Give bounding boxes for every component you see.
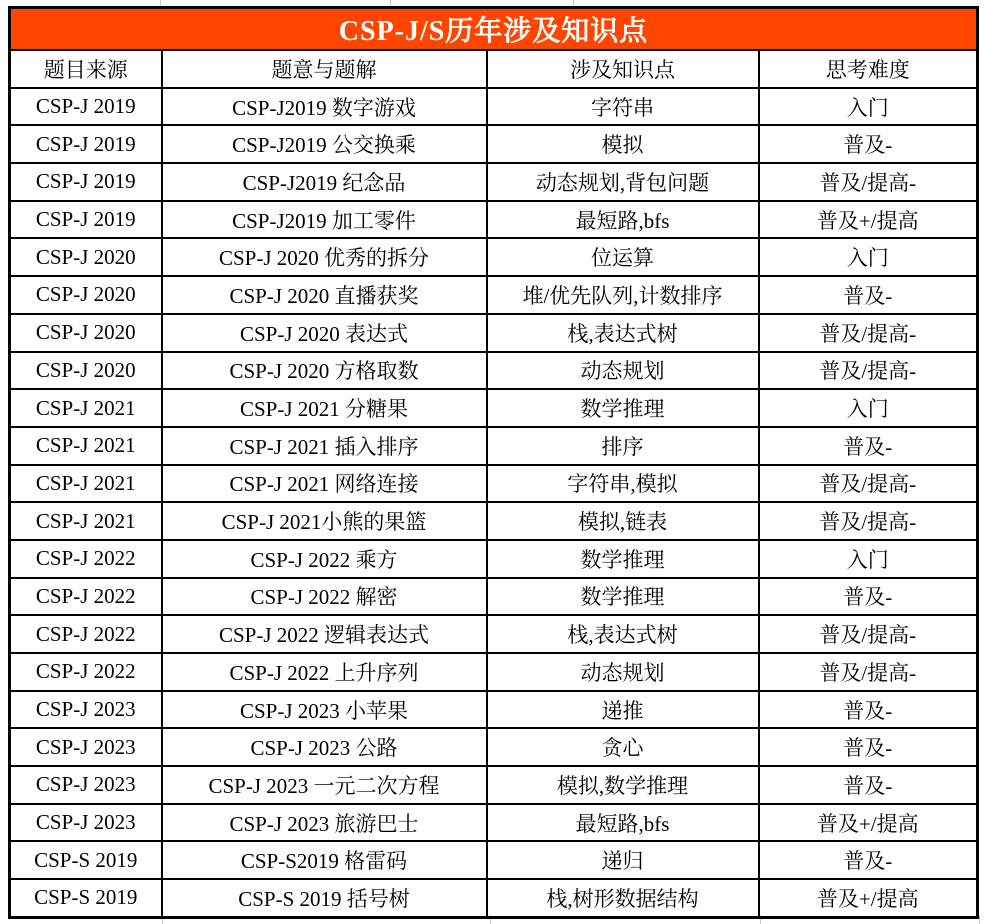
column-header-source: 题目来源 — [10, 50, 162, 88]
table-cell: 普及- — [759, 125, 978, 163]
table-row — [10, 841, 978, 879]
table-cell: CSP-J 2021 插入排序 — [162, 427, 487, 465]
table-row — [10, 163, 978, 201]
table-cell: 普及+/提高 — [759, 804, 978, 842]
table-row — [10, 88, 978, 126]
table-cell: CSP-J 2023 — [10, 766, 162, 804]
table-cell: CSP-S2019 格雷码 — [162, 841, 487, 879]
table-cell: 栈,树形数据结构 — [487, 879, 759, 917]
spreadsheet-gridline — [979, 915, 980, 924]
table-cell: 模拟,链表 — [487, 502, 759, 540]
table-cell: 字符串,模拟 — [487, 465, 759, 503]
table-cell: 栈,表达式树 — [487, 615, 759, 653]
table-row — [10, 578, 978, 616]
table-cell: 字符串 — [487, 88, 759, 126]
table-cell: CSP-J2019 公交换乘 — [162, 125, 487, 163]
table-cell: CSP-J 2019 — [10, 88, 162, 126]
table-cell: CSP-J 2022 — [10, 653, 162, 691]
table-cell: CSP-J 2022 — [10, 615, 162, 653]
table-cell: CSP-J 2022 上升序列 — [162, 653, 487, 691]
table-cell: 堆/优先队列,计数排序 — [487, 276, 759, 314]
table-cell: CSP-J 2019 — [10, 201, 162, 239]
table-cell: CSP-J 2022 乘方 — [162, 540, 487, 578]
table-row — [10, 615, 978, 653]
table-cell: 动态规划 — [487, 653, 759, 691]
knowledge-points-table — [8, 6, 979, 919]
table-cell: CSP-J 2022 — [10, 578, 162, 616]
table-cell: 普及/提高- — [759, 163, 978, 201]
table-cell: CSP-J 2020 — [10, 276, 162, 314]
table-cell: CSP-J2019 纪念品 — [162, 163, 487, 201]
table-row — [10, 728, 978, 766]
table-cell: CSP-J 2021 — [10, 502, 162, 540]
table-cell: 递推 — [487, 691, 759, 729]
table-cell: 普及/提高- — [759, 352, 978, 390]
table-cell: 普及- — [759, 578, 978, 616]
column-header-difficulty: 思考难度 — [759, 50, 978, 88]
table-row — [10, 125, 978, 163]
column-header-problem: 题意与题解 — [162, 50, 487, 88]
table-row — [10, 201, 978, 239]
table-cell: CSP-S 2019 — [10, 841, 162, 879]
table-cell: 普及/提高- — [759, 502, 978, 540]
table-row — [10, 465, 978, 503]
table-cell: 数学推理 — [487, 540, 759, 578]
table-cell: 模拟 — [487, 125, 759, 163]
table-cell: 位运算 — [487, 238, 759, 276]
table-title-row — [10, 8, 978, 51]
table-cell: CSP-J 2019 — [10, 125, 162, 163]
table-cell: 普及- — [759, 766, 978, 804]
table-cell: 入门 — [759, 389, 978, 427]
table-cell: 普及/提高- — [759, 465, 978, 503]
table-cell: CSP-J 2023 旅游巴士 — [162, 804, 487, 842]
table-body — [10, 88, 978, 918]
table-cell: 普及- — [759, 728, 978, 766]
table-cell: 模拟,数学推理 — [487, 766, 759, 804]
table-header-row — [10, 50, 978, 88]
table-cell: 最短路,bfs — [487, 804, 759, 842]
table-cell: CSP-J 2021 — [10, 427, 162, 465]
table-cell: 动态规划 — [487, 352, 759, 390]
table-row — [10, 389, 978, 427]
table-row — [10, 804, 978, 842]
table-cell: CSP-J 2023 — [10, 728, 162, 766]
table-cell: 数学推理 — [487, 578, 759, 616]
table-cell: 栈,表达式树 — [487, 314, 759, 352]
table-cell: CSP-J 2021 网络连接 — [162, 465, 487, 503]
table-cell: 递归 — [487, 841, 759, 879]
table-cell: 普及- — [759, 427, 978, 465]
table-row — [10, 653, 978, 691]
table-cell: 普及/提高- — [759, 653, 978, 691]
page-title: CSP-J/S历年涉及知识点 — [10, 8, 978, 51]
table-row — [10, 502, 978, 540]
table-cell: 普及- — [759, 691, 978, 729]
table-cell: CSP-J 2020 — [10, 314, 162, 352]
table-cell: CSP-S 2019 — [10, 879, 162, 917]
table-cell: CSP-J 2020 直播获奖 — [162, 276, 487, 314]
table-cell: CSP-J 2023 — [10, 804, 162, 842]
table-cell: CSP-J 2022 解密 — [162, 578, 487, 616]
table-row — [10, 314, 978, 352]
table-cell: 入门 — [759, 540, 978, 578]
table-cell: CSP-S 2019 括号树 — [162, 879, 487, 917]
table-cell: CSP-J 2021 — [10, 389, 162, 427]
table-cell: CSP-J 2019 — [10, 163, 162, 201]
table-cell: 贪心 — [487, 728, 759, 766]
table-row — [10, 427, 978, 465]
table-cell: 普及+/提高 — [759, 201, 978, 239]
table-cell: CSP-J 2020 表达式 — [162, 314, 487, 352]
table-cell: 最短路,bfs — [487, 201, 759, 239]
table-row — [10, 691, 978, 729]
table-cell: 入门 — [759, 88, 978, 126]
table-cell: CSP-J 2021 分糖果 — [162, 389, 487, 427]
table-cell: 普及- — [759, 276, 978, 314]
table-row — [10, 879, 978, 917]
table-cell: CSP-J 2023 一元二次方程 — [162, 766, 487, 804]
table-cell: CSP-J 2020 优秀的拆分 — [162, 238, 487, 276]
column-header-knowledge: 涉及知识点 — [487, 50, 759, 88]
table-cell: CSP-J 2023 — [10, 691, 162, 729]
table-cell: CSP-J 2023 小苹果 — [162, 691, 487, 729]
table-cell: CSP-J 2021 — [10, 465, 162, 503]
table-cell: CSP-J 2020 — [10, 238, 162, 276]
table-cell: CSP-J 2020 方格取数 — [162, 352, 487, 390]
table-row — [10, 540, 978, 578]
table-row — [10, 352, 978, 390]
table-cell: 入门 — [759, 238, 978, 276]
table-row — [10, 238, 978, 276]
table-cell: 数学推理 — [487, 389, 759, 427]
table-cell: 普及+/提高 — [759, 879, 978, 917]
table-cell: 普及/提高- — [759, 314, 978, 352]
table-cell: CSP-J 2023 公路 — [162, 728, 487, 766]
table-cell: CSP-J 2020 — [10, 352, 162, 390]
table-cell: CSP-J2019 加工零件 — [162, 201, 487, 239]
table-row — [10, 766, 978, 804]
table-cell: 排序 — [487, 427, 759, 465]
table-cell: CSP-J 2022 — [10, 540, 162, 578]
table-cell: CSP-J2019 数字游戏 — [162, 88, 487, 126]
table-cell: CSP-J 2021小熊的果篮 — [162, 502, 487, 540]
table-cell: 动态规划,背包问题 — [487, 163, 759, 201]
table-cell: CSP-J 2022 逻辑表达式 — [162, 615, 487, 653]
table-row — [10, 276, 978, 314]
table-cell: 普及- — [759, 841, 978, 879]
table-cell: 普及/提高- — [759, 615, 978, 653]
